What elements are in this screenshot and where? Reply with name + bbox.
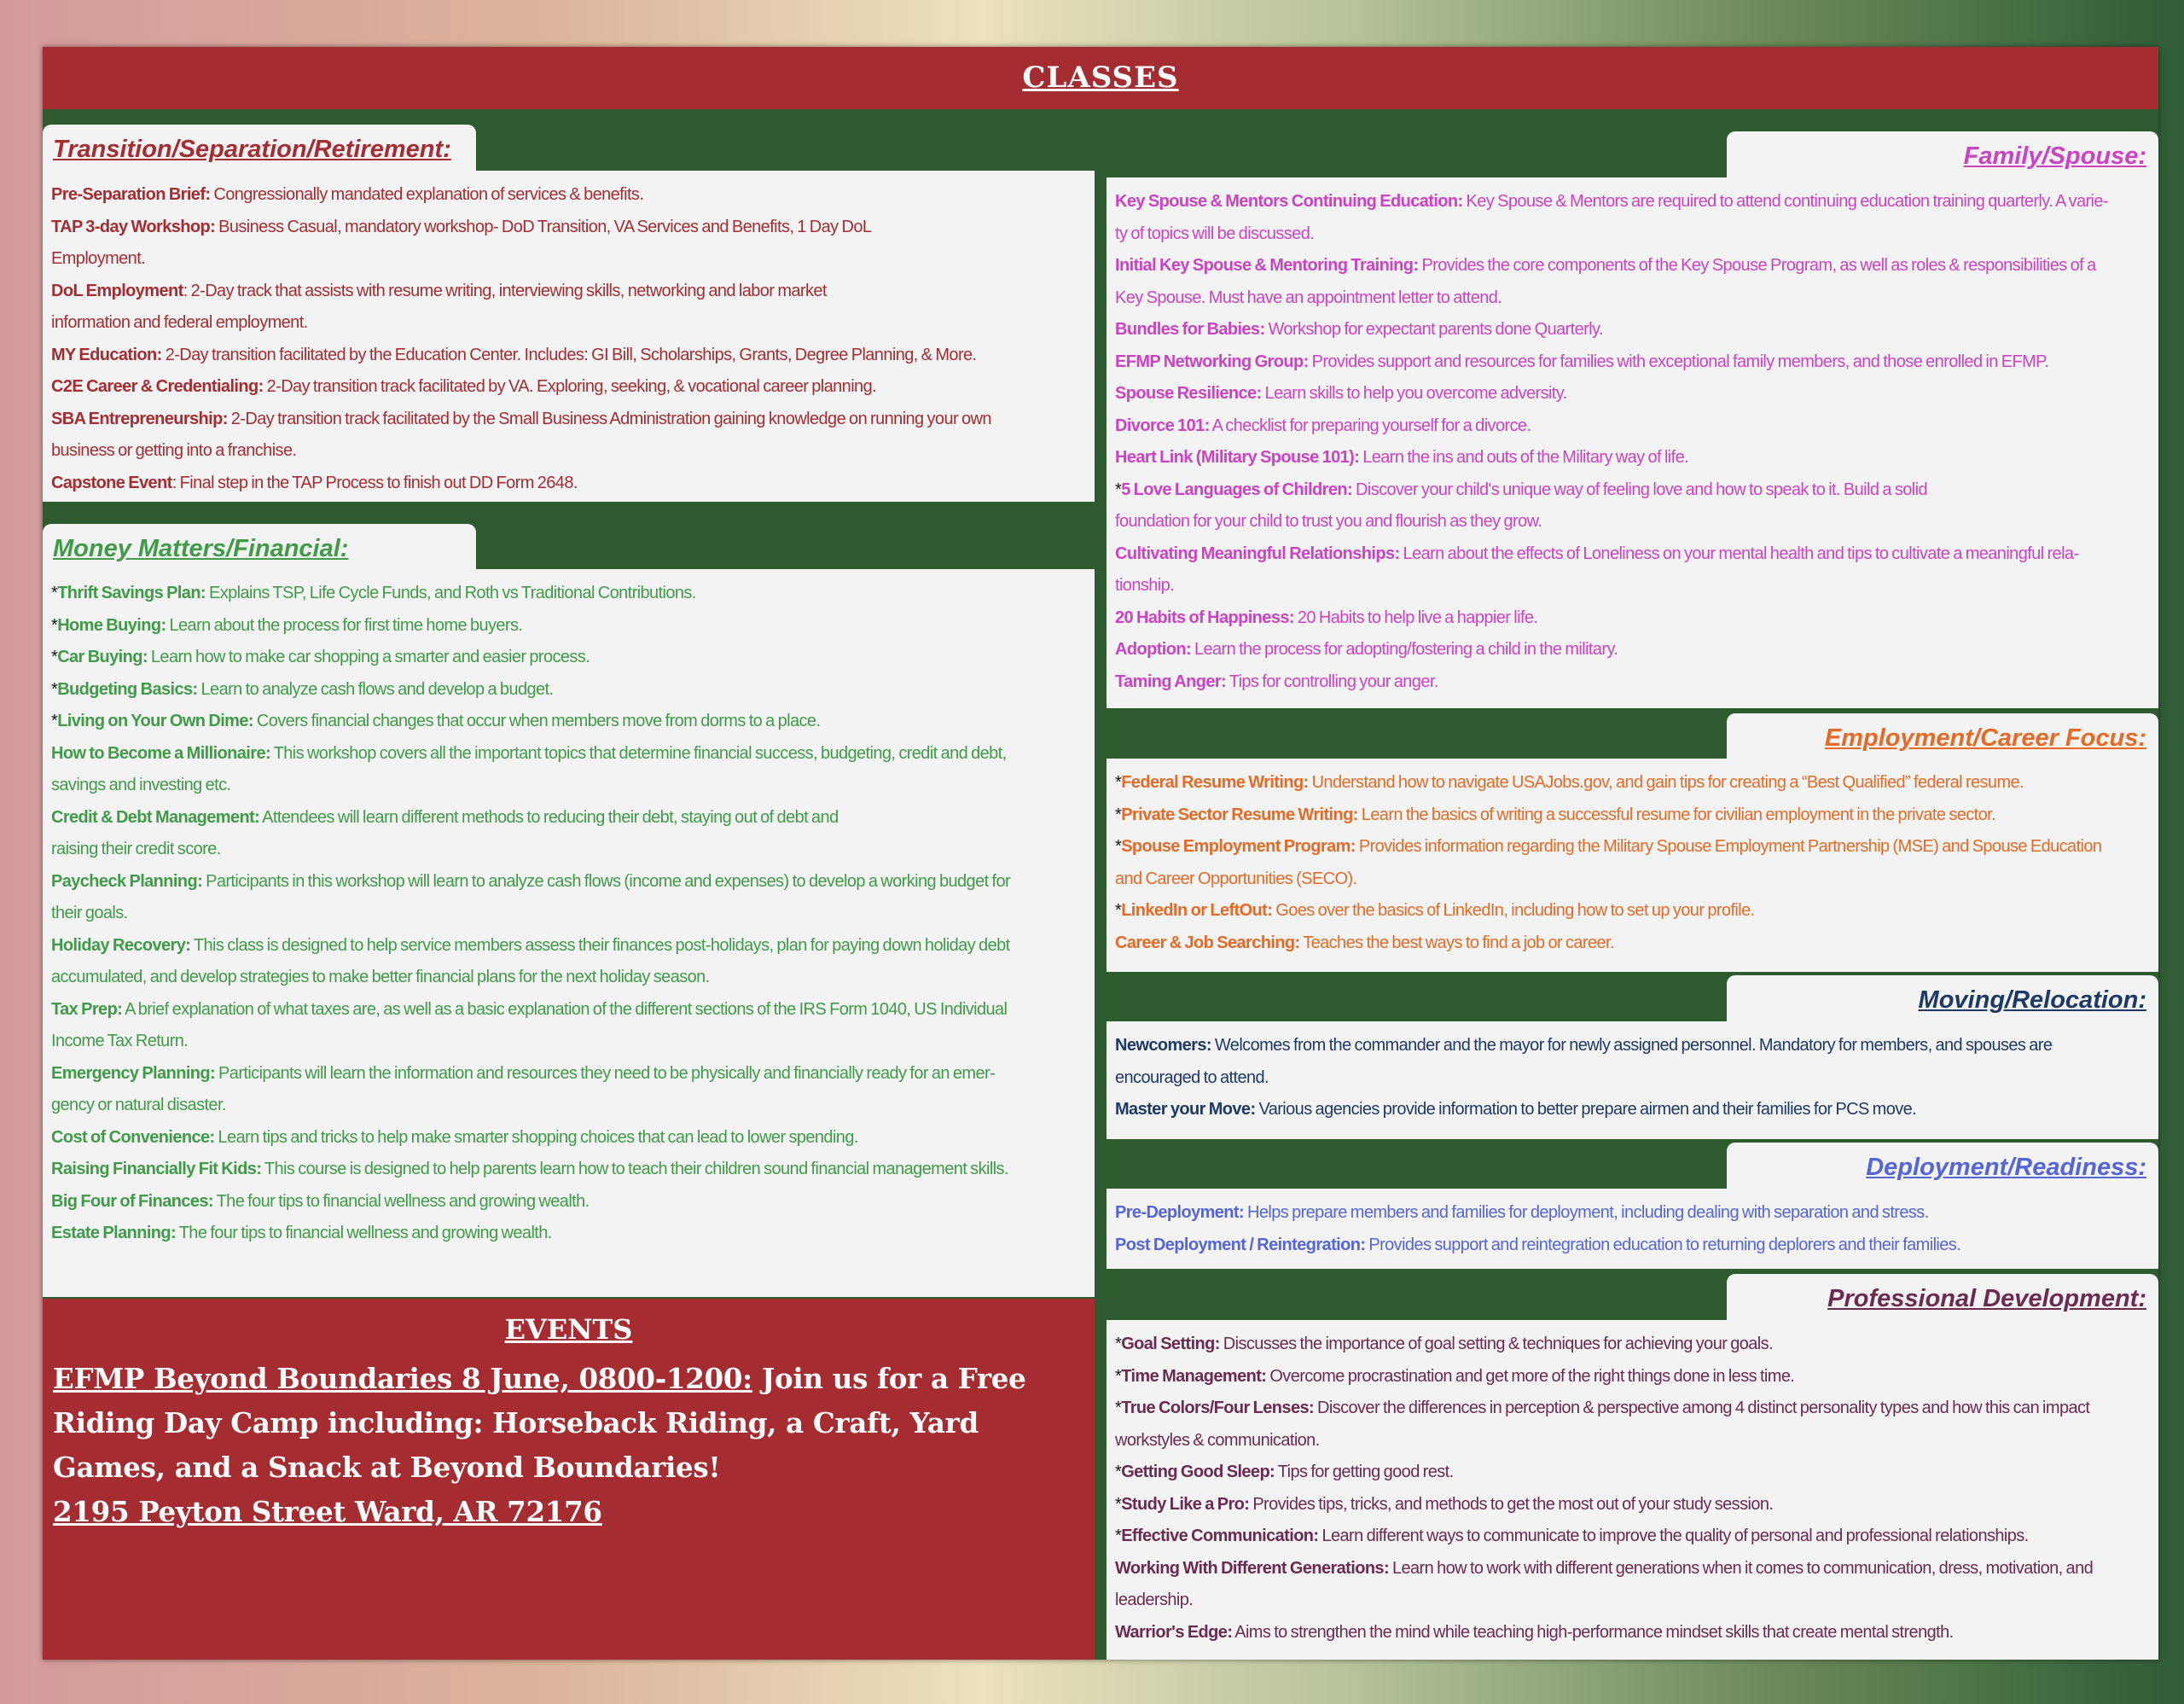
asterisk-marker: * <box>1115 901 1122 920</box>
family-item <box>1115 634 2150 666</box>
employment-item <box>1115 831 2150 864</box>
professional-item <box>1115 1617 2150 1649</box>
money-item <box>51 1090 1086 1122</box>
class-description: workstyles & communication. <box>1115 1430 1320 1450</box>
asterisk-marker: * <box>1115 837 1122 856</box>
family-item <box>1115 442 2150 474</box>
money-item <box>51 642 1086 674</box>
class-description: information and federal employment. <box>51 313 308 332</box>
money-item <box>51 578 1086 610</box>
asterisk-marker: * <box>1115 773 1122 792</box>
money-item <box>51 706 1086 738</box>
employment-heading: Employment/Career Focus: <box>1727 713 2158 760</box>
event-headline: EFMP Beyond Boundaries 8 June, 0800-1200: <box>53 1362 752 1395</box>
transition-heading: Transition/Separation/Retirement: <box>43 125 476 172</box>
money-item <box>51 738 1086 771</box>
class-description: Learn skills to help you overcome adversity. <box>1261 384 1567 403</box>
professional-item <box>1115 1425 2150 1457</box>
class-description: Learn the process for adopting/fostering a child in the military. <box>1191 640 1618 659</box>
events-title: EVENTS <box>504 1313 633 1346</box>
class-name: Private Sector Resume Writing: <box>1121 805 1358 824</box>
professional-item <box>1115 1521 2150 1553</box>
class-name: Initial Key Spouse & Mentoring Training: <box>1115 256 1419 275</box>
class-description: leadership. <box>1115 1591 1194 1609</box>
class-description: Business Casual, mandatory workshop- DoD Transition, VA Services and Benefits, 1 Day DoL <box>215 217 872 236</box>
class-description: Welcomes from the commander and the mayor for newly assigned personnel. Mandatory for members, and spouses are <box>1211 1036 2053 1055</box>
class-description: Discusses the importance of goal setting & techniques for achieving your goals. <box>1219 1335 1774 1353</box>
class-name: Newcomers: <box>1115 1036 1211 1055</box>
class-name: Getting Good Sleep: <box>1121 1463 1275 1481</box>
event-description: Join us for a Free Riding Day Camp including: Horseback Riding, a Craft, Yard Games, and a Snack at Beyond Boundaries! <box>53 1362 1026 1484</box>
class-name: C2E Career & Credentialing: <box>51 377 264 396</box>
class-name: 20 Habits of Happiness: <box>1115 608 1294 627</box>
money-item <box>51 1122 1086 1154</box>
money-item <box>51 674 1086 707</box>
class-description: 20 Habits to help live a happier life. <box>1293 608 1538 627</box>
class-description: their goals. <box>51 904 128 922</box>
money-item <box>51 898 1086 930</box>
employment-item <box>1115 928 2150 960</box>
class-description: ty of topics will be discussed. <box>1115 224 1315 243</box>
money-panel <box>43 569 1095 1297</box>
class-name: Pre-Deployment: <box>1115 1203 1245 1222</box>
class-description: Employment. <box>51 249 146 268</box>
class-description: savings and investing etc. <box>51 776 231 794</box>
class-name: Federal Resume Writing: <box>1121 773 1309 792</box>
class-description: Provides tips, tricks, and methods to get the most out of your study session. <box>1249 1494 1774 1514</box>
class-name: SBA Entrepreneurship: <box>51 409 228 428</box>
class-name: Raising Financially Fit Kids: <box>51 1160 262 1178</box>
family-item <box>1115 666 2150 699</box>
moving-panel <box>1107 1021 2158 1139</box>
class-description: Aims to strengthen the mind while teaching high-performance mindset skills that create mental strength. <box>1232 1622 1954 1642</box>
class-description: Provides support and reintegration education to returning deplorers and their families. <box>1365 1235 1961 1254</box>
class-description: Congressionally mandated explanation of services & benefits. <box>210 185 644 204</box>
classes-title: CLASSES <box>43 47 2158 109</box>
class-name: Cost of Convenience: <box>51 1127 215 1147</box>
class-description: Learn how to make car shopping a smarter and easier process. <box>147 648 590 666</box>
class-name: Working With Different Generations: <box>1115 1558 1390 1578</box>
class-description: Explains TSP, Life Cycle Funds, and Roth vs Traditional Contributions. <box>206 584 696 602</box>
transition-item <box>51 371 1086 404</box>
class-name: Heart Link (Military Spouse 101): <box>1115 448 1360 467</box>
professional-item <box>1115 1489 2150 1521</box>
class-description: 2-Day transition facilitated by the Education Center. Includes: GI Bill, Scholarships, Grants, Degree Planning, & More. <box>161 345 977 364</box>
class-description: Learn tips and tricks to help make smarter shopping choices that can lead to lower spending. <box>214 1127 858 1147</box>
class-name: Study Like a Pro: <box>1121 1494 1250 1514</box>
family-item <box>1115 282 2150 315</box>
asterisk-marker: * <box>1115 1335 1122 1353</box>
deployment-heading: Deployment/Readiness: <box>1727 1143 2158 1189</box>
employment-item <box>1115 800 2150 832</box>
class-name: Paycheck Planning: <box>51 871 203 891</box>
family-item <box>1115 410 2150 443</box>
class-description: Learn the basics of writing a successful resume for civilian employment in the private sector. <box>1357 805 1996 824</box>
family-panel <box>1107 177 2158 708</box>
class-name: Effective Communication: <box>1121 1527 1319 1545</box>
class-description: Overcome procrastination and get more of the right things done in less time. <box>1266 1366 1795 1386</box>
class-description: A checklist for preparing yourself for a divorce. <box>1209 416 1531 435</box>
class-name: Divorce 101: <box>1115 416 1210 435</box>
money-item <box>51 866 1086 899</box>
family-item <box>1115 378 2150 410</box>
event-address: 2195 Peyton Street Ward, AR 72176 <box>53 1495 602 1528</box>
transition-item <box>51 276 1086 308</box>
class-description: The four tips to financial wellness and growing wealth. <box>176 1224 552 1242</box>
family-item <box>1115 602 2150 635</box>
class-name: Holiday Recovery: <box>51 935 191 955</box>
class-description: A brief explanation of what taxes are, as well as a basic explanation of the different sections of the IRS Form 1040, US Individual <box>122 999 1008 1019</box>
class-description: Participants in this workshop will learn to analyze cash flows (income and expenses) to develop a working budget for <box>202 871 1011 891</box>
class-name: Key Spouse & Mentors Continuing Education: <box>1115 192 1463 211</box>
class-name: Emergency Planning: <box>51 1063 216 1083</box>
class-name: Living on Your Own Dime: <box>57 712 253 730</box>
employment-item <box>1115 864 2150 896</box>
transition-item <box>51 243 1086 276</box>
family-item <box>1115 538 2150 571</box>
class-name: Career & Job Searching: <box>1115 933 1300 952</box>
class-description: Participants will learn the information and resources they need to be physically and financially ready for an emer- <box>215 1063 996 1083</box>
class-description: Learn about the process for first time home buyers. <box>166 615 523 635</box>
class-description: Helps prepare members and families for deployment, including dealing with separation and stress. <box>1244 1203 1929 1222</box>
professional-item <box>1115 1393 2150 1425</box>
class-description: Attendees will learn different methods to reducing their debt, staying out of debt and <box>259 807 839 827</box>
class-description: Understand how to navigate USAJobs.gov, and gain tips for creating a “Best Qualified” federal resume. <box>1308 773 2024 792</box>
professional-heading: Professional Development: <box>1727 1274 2158 1321</box>
class-description: This class is designed to help service members assess their finances post-holidays, plan for paying down holiday debt <box>190 935 1010 955</box>
transition-item <box>51 179 1086 212</box>
transition-item <box>51 435 1086 468</box>
family-item <box>1115 250 2150 282</box>
transition-item <box>51 307 1086 340</box>
class-description: Learn the ins and outs of the Military way of life. <box>1359 448 1689 467</box>
employment-panel <box>1107 759 2158 972</box>
class-name: Budgeting Basics: <box>57 679 198 699</box>
class-description: Learn about the effects of Loneliness on your mental health and tips to cultivate a meaningful rela- <box>1399 544 2079 563</box>
class-description: encouraged to attend. <box>1115 1067 1269 1087</box>
class-name: Cultivating Meaningful Relationships: <box>1115 544 1400 563</box>
class-name: TAP 3-day Workshop: <box>51 217 216 236</box>
moving-heading: Moving/Relocation: <box>1727 975 2158 1022</box>
class-description: Provides support and resources for families with exceptional family members, and those enrolled in EFMP. <box>1308 352 2049 371</box>
transition-item <box>51 404 1086 436</box>
family-item <box>1115 570 2150 602</box>
money-heading: Money Matters/Financial: <box>43 524 476 571</box>
class-name: How to Become a Millionaire: <box>51 743 271 763</box>
class-name: Car Buying: <box>57 648 148 666</box>
class-description: Workshop for expectant parents done Quarterly. <box>1264 320 1603 339</box>
family-item <box>1115 186 2150 218</box>
asterisk-marker: * <box>1115 1399 1122 1417</box>
class-name: Goal Setting: <box>1121 1335 1220 1353</box>
class-description: Tips for getting good rest. <box>1275 1463 1454 1481</box>
class-description: Provides the core components of the Key Spouse Program, as well as roles & responsibilities of a <box>1418 256 2096 275</box>
class-description: raising their credit score. <box>51 840 221 858</box>
money-item <box>51 802 1086 835</box>
family-item <box>1115 346 2150 379</box>
asterisk-marker: * <box>1115 1494 1122 1514</box>
class-name: Thrift Savings Plan: <box>57 584 206 602</box>
class-description: Key Spouse & Mentors are required to attend continuing education training quarterly. A varie- <box>1462 192 2108 211</box>
family-item <box>1115 506 2150 538</box>
money-item <box>51 1218 1086 1250</box>
asterisk-marker: * <box>1115 805 1122 824</box>
deployment-panel <box>1107 1189 2158 1269</box>
professional-item <box>1115 1585 2150 1617</box>
class-name: Tax Prep: <box>51 999 123 1019</box>
money-item <box>51 930 1086 962</box>
transition-panel <box>43 171 1095 502</box>
money-item <box>51 1026 1086 1058</box>
class-name: Estate Planning: <box>51 1224 177 1242</box>
class-name: LinkedIn or LeftOut: <box>1121 901 1273 920</box>
class-description: This course is designed to help parents learn how to teach their children sound financial management skills. <box>261 1160 1008 1178</box>
money-item <box>51 770 1086 802</box>
money-item <box>51 962 1086 994</box>
class-description: accumulated, and develop strategies to make better financial plans for the next holiday season. <box>51 968 710 986</box>
professional-item <box>1115 1361 2150 1393</box>
professional-item <box>1115 1329 2150 1361</box>
class-name: Home Buying: <box>57 615 166 635</box>
asterisk-marker: * <box>51 615 58 635</box>
class-description: This workshop covers all the important topics that determine financial success, budgeting, credit and debt, <box>270 743 1007 763</box>
class-description: 2-Day transition track facilitated by VA. Exploring, seeking, & vocational career planning. <box>263 377 877 396</box>
class-name: EFMP Networking Group: <box>1115 352 1309 371</box>
class-description: Key Spouse. Must have an appointment letter to attend. <box>1115 288 1502 307</box>
class-name: Master your Move: <box>1115 1100 1256 1119</box>
family-item <box>1115 314 2150 346</box>
class-name: Warrior's Edge: <box>1115 1622 1233 1642</box>
class-description: : 2-Day track that assists with resume writing, interviewing skills, networking and labor market <box>183 281 827 300</box>
employment-item <box>1115 895 2150 928</box>
class-description: Discover the differences in perception & perspective among 4 distinct personality types and how this can impact <box>1314 1399 2090 1417</box>
class-name: Credit & Debt Management: <box>51 807 260 827</box>
class-description: gency or natural disaster. <box>51 1096 226 1114</box>
employment-item <box>1115 767 2150 800</box>
money-item <box>51 834 1086 866</box>
class-name: Taming Anger: <box>1115 672 1227 691</box>
class-description: Tips for controlling your anger. <box>1226 672 1438 691</box>
class-name: 5 Love Languages of Children: <box>1121 480 1353 499</box>
class-description: Learn how to work with different generations when it comes to communication, dress, motivation, and <box>1389 1558 2094 1578</box>
class-name: MY Education: <box>51 345 162 364</box>
family-item <box>1115 474 2150 507</box>
class-description: business or getting into a franchise. <box>51 441 297 460</box>
asterisk-marker: * <box>51 679 58 699</box>
class-description: foundation for your child to trust you and flourish as they grow. <box>1115 512 1542 531</box>
class-description: Learn different ways to communicate to improve the quality of personal and professional relationships. <box>1318 1527 2029 1545</box>
money-item <box>51 1154 1086 1186</box>
class-description: Provides information regarding the Military Spouse Employment Partnership (MSE) and Spouse Education <box>1355 837 2102 856</box>
transition-item <box>51 468 1086 500</box>
money-item <box>51 610 1086 643</box>
transition-item <box>51 212 1086 244</box>
moving-item <box>1115 1062 2150 1095</box>
asterisk-marker: * <box>51 584 58 602</box>
asterisk-marker: * <box>1115 1463 1122 1481</box>
class-description: Various agencies provide information to better prepare airmen and their families for PCS move. <box>1255 1100 1917 1119</box>
deployment-item <box>1115 1230 2150 1262</box>
class-description: Covers financial changes that occur when members move from dorms to a place. <box>253 712 821 730</box>
family-item <box>1115 218 2150 251</box>
professional-panel <box>1107 1320 2158 1660</box>
class-name: Spouse Resilience: <box>1115 384 1262 403</box>
class-description: Income Tax Return. <box>51 1032 189 1050</box>
class-name: Big Four of Finances: <box>51 1191 213 1211</box>
events-body <box>53 1357 1085 1534</box>
class-name: Spouse Employment Program: <box>1121 837 1356 856</box>
money-item <box>51 994 1086 1026</box>
asterisk-marker: * <box>51 648 58 666</box>
class-name: Pre-Separation Brief: <box>51 185 211 204</box>
deployment-item <box>1115 1197 2150 1230</box>
asterisk-marker: * <box>1115 1366 1122 1386</box>
money-item <box>51 1058 1086 1090</box>
family-heading: Family/Spouse: <box>1727 131 2158 178</box>
professional-item <box>1115 1457 2150 1489</box>
class-description: The four tips to financial wellness and growing wealth. <box>212 1191 590 1211</box>
class-name: Adoption: <box>1115 640 1192 659</box>
moving-item <box>1115 1094 2150 1126</box>
asterisk-marker: * <box>1115 1527 1122 1545</box>
class-description: Learn to analyze cash flows and develop a budget. <box>197 679 554 699</box>
class-description: Teaches the best ways to find a job or career. <box>1299 933 1614 952</box>
class-name: True Colors/Four Lenses: <box>1121 1399 1315 1417</box>
professional-item <box>1115 1553 2150 1585</box>
class-description: 2-Day transition track facilitated by the Small Business Administration gaining knowledge on running your own <box>227 409 991 428</box>
class-description: and Career Opportunities (SECO). <box>1115 869 1357 888</box>
transition-item <box>51 340 1086 372</box>
moving-item <box>1115 1030 2150 1062</box>
class-description: Discover your child's unique way of feeling love and how to speak to it. Build a solid <box>1352 480 1927 499</box>
money-item <box>51 1186 1086 1218</box>
asterisk-marker: * <box>51 712 58 730</box>
asterisk-marker: * <box>1115 480 1122 499</box>
class-name: Post Deployment / Reintegration: <box>1115 1235 1366 1254</box>
class-description: tionship. <box>1115 576 1175 595</box>
class-name: Capstone Event <box>51 473 172 492</box>
class-description: Goes over the basics of LinkedIn, including how to set up your profile. <box>1272 901 1755 920</box>
class-name: Bundles for Babies: <box>1115 320 1265 339</box>
class-description: : Final step in the TAP Process to finish out DD Form 2648. <box>171 473 578 492</box>
class-name: Time Management: <box>1121 1366 1267 1386</box>
class-name: DoL Employment <box>51 281 183 300</box>
